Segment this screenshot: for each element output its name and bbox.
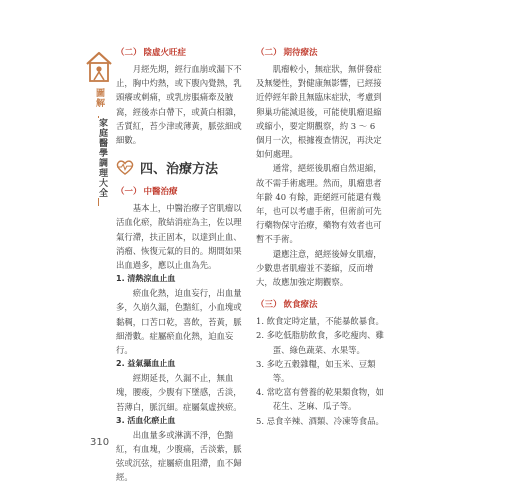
section-number: （二） bbox=[256, 48, 282, 58]
section-title: 中醫治療 bbox=[143, 187, 178, 198]
diet-item: 1. 飲食定時定量，不能暴飲暴食。 bbox=[256, 316, 384, 327]
wait-paragraph: 還應注意，絕經後婦女肌瘤，少數患者肌瘤並不萎縮，反而增大，故應加強定期觀察。 bbox=[256, 248, 382, 288]
section-number: （三） bbox=[256, 300, 282, 311]
method-title: 2. 益氣攝血止血 bbox=[116, 359, 176, 369]
section-heading-wait bbox=[256, 46, 384, 58]
wait-paragraph: 通常，絕經後肌瘤自然退縮，故不需手術處理。然而，肌瘤患者年齡 40 有餘，距絕經可能還有幾年，也可以考慮手術，但術前可先行藥物保守治療，藥物有效者也可暫不手術。 bbox=[256, 163, 382, 245]
method-text: 經期延長，久漏不止，無血塊，腰痠，少腹有下墜感，舌淡，苔薄白，脈沉細。症屬氣虛挾瘀。 bbox=[116, 373, 242, 412]
heartbeat-icon bbox=[116, 159, 134, 175]
section-number: （一） bbox=[116, 187, 142, 198]
chapter-title: 治療方法 bbox=[166, 161, 219, 177]
section-heading-tcm bbox=[116, 185, 244, 197]
method-title: 1. 清熱涼血止血 bbox=[116, 274, 176, 284]
section-number: （二） bbox=[116, 48, 142, 58]
sidebar bbox=[84, 50, 114, 206]
method-text: 瘀血化熱，迫血妄行，出血量多，久崩久漏，色黯紅，小血塊或黏稠，口苦口乾，喜飲，苔黃，脈細滑數。症屬瘀血化熱，迫血妄行。 bbox=[116, 288, 242, 356]
section-heading-yin bbox=[116, 46, 244, 58]
method-title: 3. 活血化瘀止血 bbox=[116, 415, 176, 425]
page-number: 310 bbox=[90, 437, 110, 448]
section-title: 陰虛火旺症 bbox=[143, 48, 187, 58]
diet-item: 4. 常吃富有營養的乾果類食物，如花生、芝麻、瓜子等。 bbox=[256, 387, 384, 412]
tcm-intro: 基本上，中醫治療子宮肌瘤以活血化瘀，散結消症為主，佐以理氣行滯，扶正固本，以達到止血、消瘤、恢復元氣的目的。期間如果出血過多，應以止血為先。 bbox=[116, 203, 242, 271]
diet-item: 2. 多吃低脂肪飲食，多吃瘦肉、雞蛋、綠色蔬菜、水果等。 bbox=[256, 330, 384, 355]
right-column bbox=[256, 46, 384, 428]
left-column bbox=[116, 46, 244, 485]
chapter-number: 四、 bbox=[140, 161, 167, 177]
diet-item: 3. 多吃五穀雜糧，如玉米、豆類等。 bbox=[256, 358, 376, 384]
wait-paragraph: 肌瘤較小，無症狀，無併發症及無變性，對健康無影響，已經接近停經年齡且無臨床症狀，考慮到卵巢功能減退後，可能使肌瘤退縮或縮小，要定期觀察，約 3 ～ 6 個月一次，根據複查情況，再決定如何處理。 bbox=[256, 64, 382, 160]
section-title: 飲食療法 bbox=[283, 300, 318, 311]
section-title: 期待療法 bbox=[283, 48, 318, 58]
method-text: 出血量多或淋漓不淨，色黯紅，有血塊，少腹痛，舌淡紫，脈弦或沉弦，症屬瘀血阻滯，血不歸經。 bbox=[116, 429, 242, 483]
chapter-heading bbox=[116, 156, 244, 178]
series-label: 圖解 bbox=[94, 88, 104, 108]
section-heading-diet bbox=[256, 298, 384, 310]
book-title: 家庭醫學調理大全 bbox=[97, 118, 107, 198]
house-logo-icon bbox=[84, 50, 114, 86]
diet-item: 5. 忌食辛辣、酒類、冷凍等食品。 bbox=[256, 415, 384, 426]
yin-paragraph: 月經先期，經行血崩或漏下不止，胸中灼熱，或下腹內覺熱，乳頭癢或刺痛，或乳房脹痛牽及腋窩，經後赤白帶下，或黃白相雜，舌質紅，苔少津或薄黃，脈弦細或細數。 bbox=[116, 64, 242, 146]
